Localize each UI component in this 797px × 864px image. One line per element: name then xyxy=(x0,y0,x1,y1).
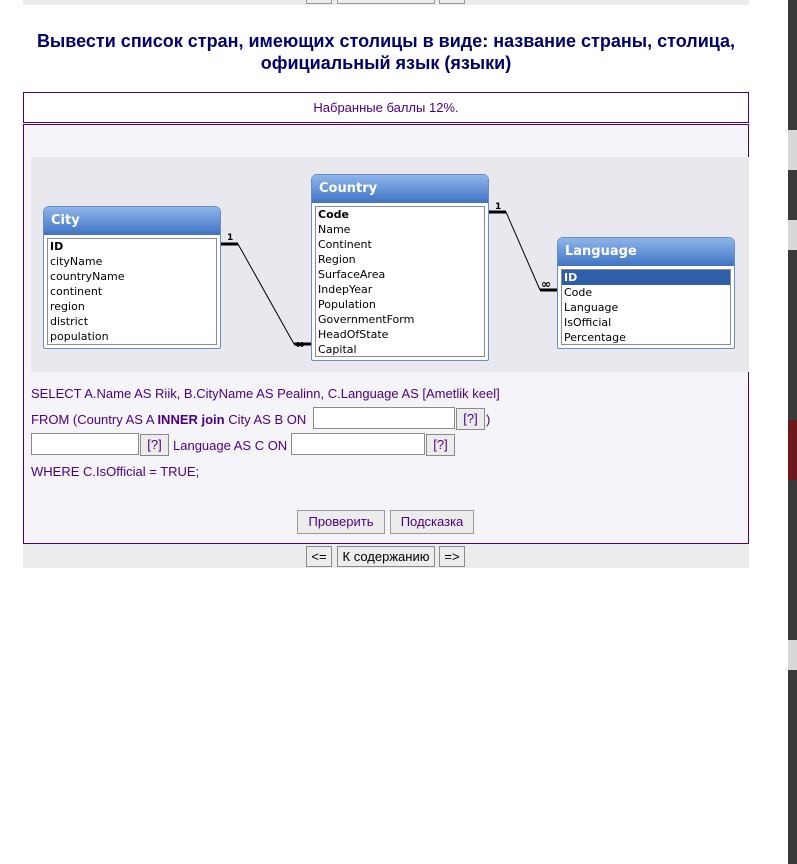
table-title: Language xyxy=(558,238,734,266)
task-title: Вывести список стран, имеющих столицы в виде: название страны, столица, официальный язык (языки) xyxy=(36,31,736,73)
city-country-relation-line xyxy=(238,244,294,344)
table-field-list xyxy=(315,206,485,357)
field: countryName xyxy=(50,270,125,283)
sql-language-join: Language AS C ON xyxy=(173,438,288,453)
field: Code xyxy=(318,208,349,221)
field: region xyxy=(50,300,85,313)
relation-label-many: ∞ xyxy=(295,337,305,351)
field: GovernmentForm xyxy=(318,313,415,326)
field: Continent xyxy=(318,238,372,251)
field: IndepYear xyxy=(318,283,373,296)
field: SurfaceArea xyxy=(318,268,386,281)
field: cityName xyxy=(50,255,103,268)
next-button[interactable]: => xyxy=(439,546,465,567)
field: Capital xyxy=(318,343,357,356)
join-condition-input-1[interactable] xyxy=(313,407,455,429)
sql-from-line xyxy=(31,412,306,427)
relation-label-many: ∞ xyxy=(541,277,551,291)
table-language xyxy=(557,237,735,349)
table-city xyxy=(43,206,221,349)
relation-label-one: 1 xyxy=(227,233,234,243)
sql-join-keyword: INNER join xyxy=(157,412,225,427)
hint-button-3[interactable]: [?] xyxy=(426,434,455,456)
field: ID xyxy=(50,240,64,253)
field: IsOfficial xyxy=(564,316,612,329)
sql-close-paren: ) xyxy=(486,412,491,427)
sql-where-line: WHERE C.IsOfficial = TRUE; xyxy=(31,464,200,479)
field: ID xyxy=(562,270,730,285)
relation-label-one: 1 xyxy=(495,202,502,212)
hint-button[interactable]: Подсказка xyxy=(390,510,474,534)
field: Name xyxy=(318,223,351,236)
join-condition-input-2[interactable] xyxy=(291,433,425,455)
score-text: Набранные баллы 12%. xyxy=(23,92,749,123)
field: Percentage xyxy=(564,331,626,344)
field: population xyxy=(50,330,109,343)
field: Region xyxy=(318,253,356,266)
sql-select-line: SELECT A.Name AS Riik, B.CityName AS Pealinn, C.Language AS [Ametlik keel] xyxy=(31,386,500,401)
database-diagram xyxy=(31,157,749,372)
field: district xyxy=(50,315,89,328)
field: Population xyxy=(318,298,376,311)
join-type-input[interactable] xyxy=(31,433,139,455)
field: continent xyxy=(50,285,103,298)
country-language-relation-line xyxy=(506,212,540,290)
hint-button-1[interactable]: [?] xyxy=(456,408,485,430)
field: HeadOfState xyxy=(318,328,389,341)
table-field-list xyxy=(47,238,217,345)
top-next-button[interactable] xyxy=(439,0,465,4)
table-title: Country xyxy=(312,175,488,203)
top-contents-button[interactable] xyxy=(337,0,435,4)
hint-button-2[interactable]: [?] xyxy=(140,434,169,456)
check-button[interactable]: Проверить xyxy=(297,510,385,534)
sql-from-prefix: FROM (Country AS A xyxy=(31,412,158,427)
table-field-list xyxy=(561,269,731,345)
top-prev-button[interactable] xyxy=(306,0,332,4)
prev-button[interactable]: <= xyxy=(306,546,332,567)
field: Language xyxy=(564,301,619,314)
table-title: City xyxy=(44,207,220,235)
contents-button[interactable]: К содержанию xyxy=(337,546,435,567)
window-edge xyxy=(788,0,797,864)
sql-from-suffix: City AS B ON xyxy=(224,412,307,427)
field: Code xyxy=(564,286,593,299)
table-country xyxy=(311,174,489,361)
